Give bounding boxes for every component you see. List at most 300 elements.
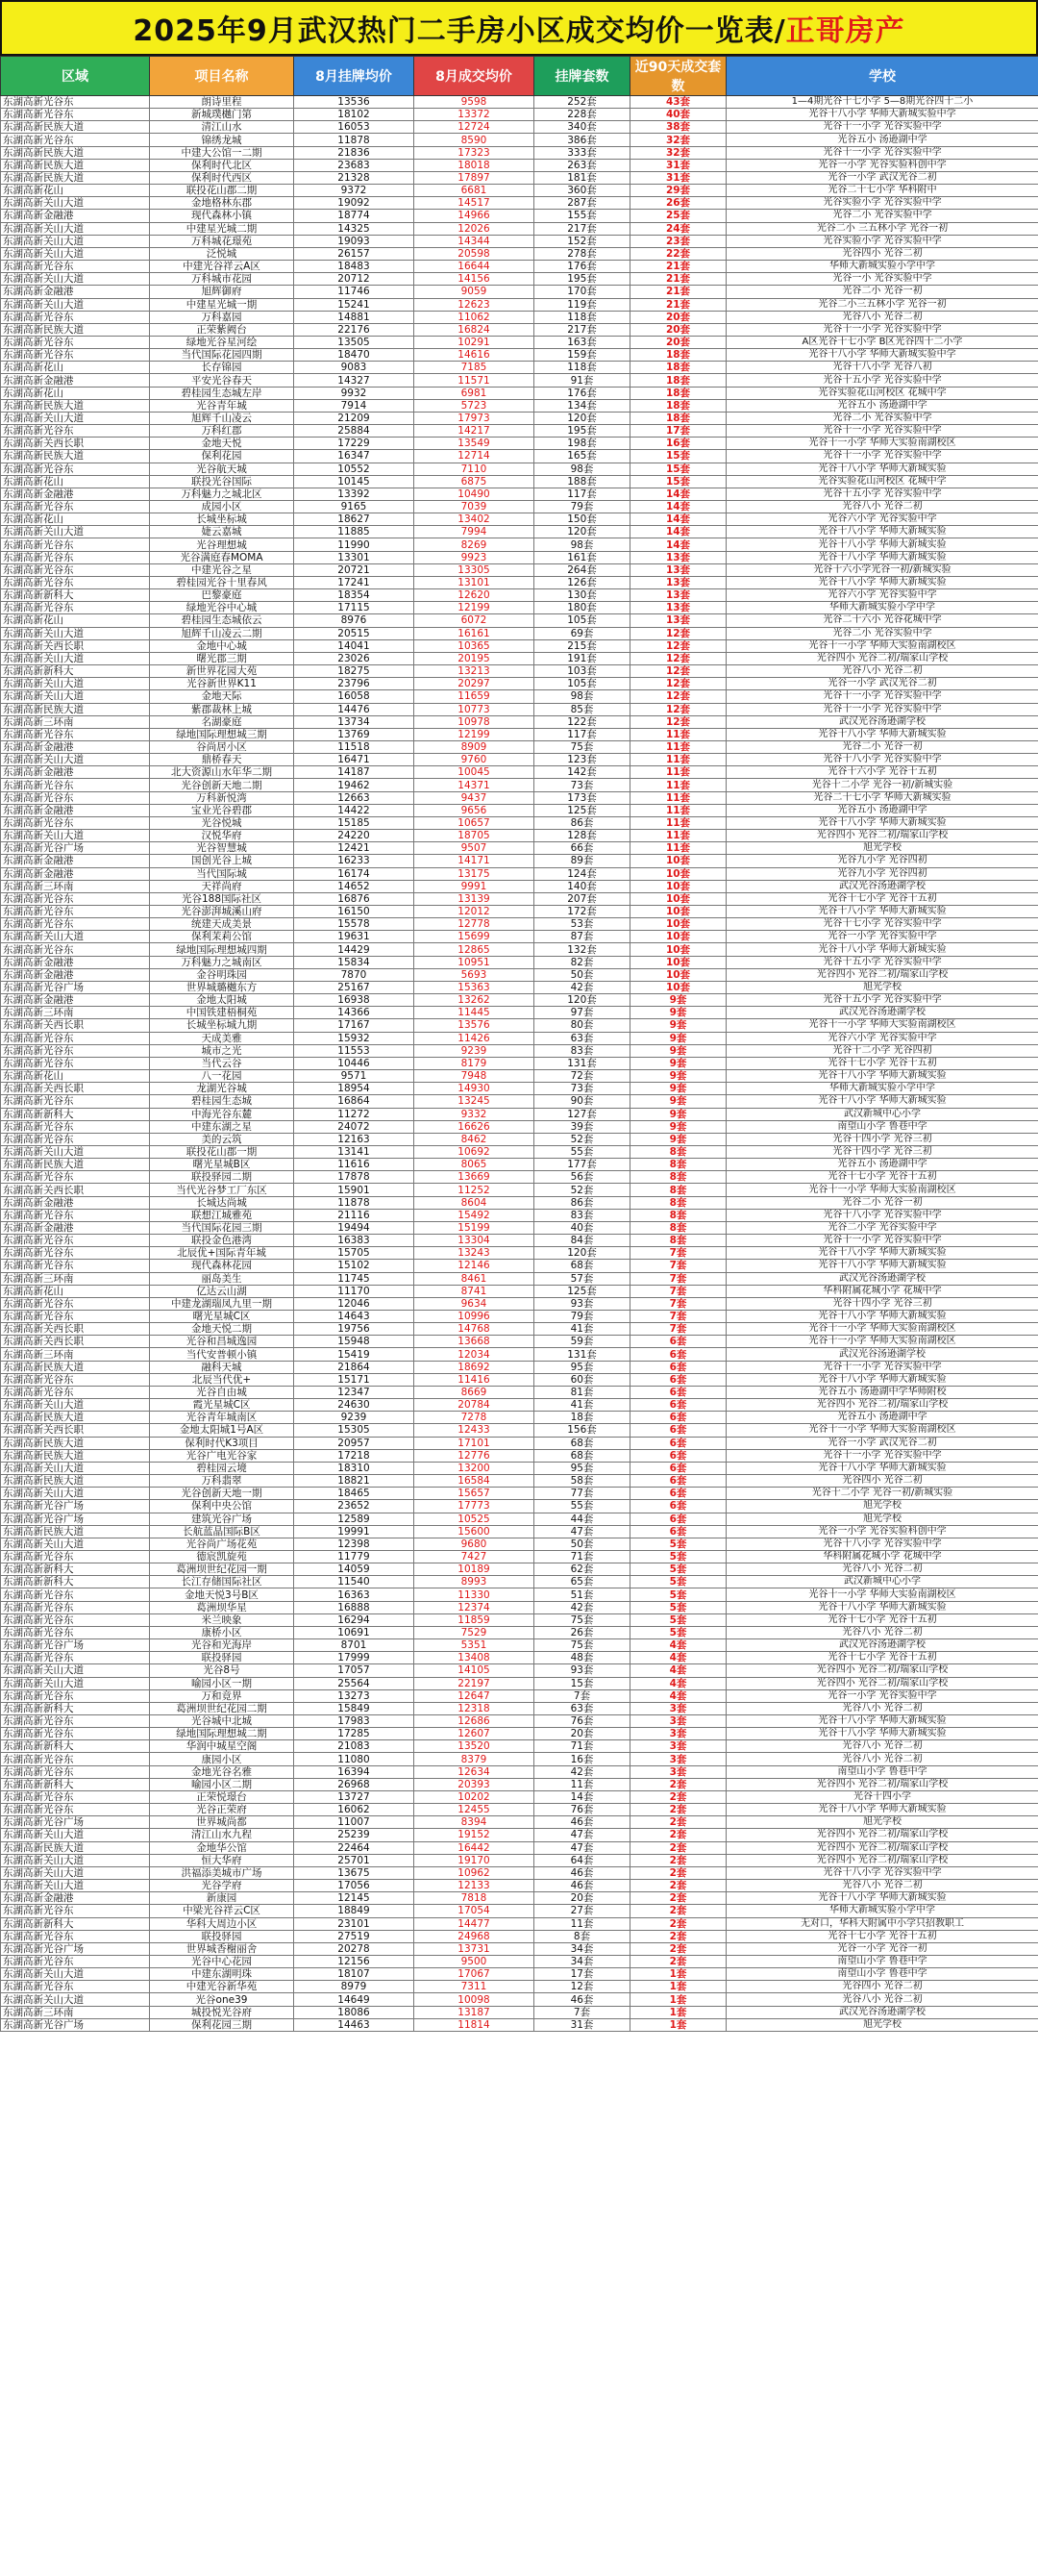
title-main: 2025年9月武汉热门二手房小区成交均价一览表/ <box>133 14 786 48</box>
table-row <box>1 273 1038 286</box>
table-row <box>1 1462 1038 1474</box>
cell-listing-count: 46套 <box>534 1993 630 2006</box>
table-row <box>1 526 1038 538</box>
cell-90day-deals: 6套 <box>630 1361 727 1373</box>
cell-deal-price: 7948 <box>414 1070 534 1083</box>
cell-list-price: 20957 <box>294 1437 414 1449</box>
cell-school: 光谷八小 光谷二初 <box>727 1993 1038 2006</box>
cell-area: 东湖高新光谷东 <box>1 1260 150 1272</box>
cell-project: 光谷8号 <box>150 1664 294 1677</box>
table-row <box>1 1892 1038 1905</box>
cell-listing-count: 278套 <box>534 247 630 260</box>
cell-deal-price: 15199 <box>414 1221 534 1234</box>
cell-90day-deals: 20套 <box>630 311 727 323</box>
cell-list-price: 17983 <box>294 1715 414 1728</box>
cell-deal-price: 6981 <box>414 387 534 399</box>
cell-project: 当代云谷 <box>150 1057 294 1069</box>
cell-deal-price: 7529 <box>414 1626 534 1638</box>
cell-listing-count: 20套 <box>534 1892 630 1905</box>
cell-area: 东湖高新新科大 <box>1 1108 150 1120</box>
cell-project: 巴黎豪庭 <box>150 589 294 602</box>
table-row <box>1 1095 1038 1108</box>
cell-listing-count: 47套 <box>534 1525 630 1538</box>
cell-list-price: 16053 <box>294 121 414 134</box>
cell-project: 正荣紫阙台 <box>150 323 294 336</box>
cell-90day-deals: 29套 <box>630 185 727 197</box>
cell-list-price: 13301 <box>294 551 414 563</box>
cell-project: 光谷自由城 <box>150 1386 294 1398</box>
cell-90day-deals: 6套 <box>630 1462 727 1474</box>
table-row <box>1 1348 1038 1361</box>
table-row <box>1 1083 1038 1095</box>
table-row <box>1 830 1038 842</box>
cell-listing-count: 228套 <box>534 109 630 121</box>
cell-list-price: 9165 <box>294 501 414 513</box>
table-row <box>1 1841 1038 1854</box>
cell-listing-count: 41套 <box>534 1323 630 1336</box>
cell-project: 亿达云山湖 <box>150 1285 294 1297</box>
cell-project: 联投驿园 <box>150 1652 294 1664</box>
cell-area: 东湖高新关山大道 <box>1 690 150 703</box>
cell-90day-deals: 8套 <box>630 1221 727 1234</box>
table-row <box>1 1854 1038 1866</box>
cell-listing-count: 60套 <box>534 1373 630 1386</box>
cell-project: 光谷航天城 <box>150 463 294 475</box>
cell-90day-deals: 11套 <box>630 842 727 855</box>
cell-project: 金地中心城 <box>150 639 294 652</box>
cell-area: 东湖高新关山大道 <box>1 1462 150 1474</box>
table-row <box>1 1715 1038 1728</box>
cell-list-price: 11540 <box>294 1576 414 1588</box>
cell-deal-price: 9500 <box>414 1955 534 1967</box>
cell-listing-count: 20套 <box>534 1728 630 1740</box>
cell-listing-count: 80套 <box>534 1019 630 1032</box>
cell-area: 东湖高新金融港 <box>1 994 150 1007</box>
cell-area: 东湖高新光谷广场 <box>1 2018 150 2031</box>
cell-list-price: 20712 <box>294 273 414 286</box>
cell-list-price: 15578 <box>294 918 414 931</box>
cell-listing-count: 68套 <box>534 1449 630 1462</box>
cell-deal-price: 24968 <box>414 1930 534 1942</box>
cell-school: 光谷十一小学 华师大实验南湖校区 <box>727 1336 1038 1348</box>
cell-list-price: 14652 <box>294 880 414 892</box>
cell-list-price: 20721 <box>294 563 414 576</box>
cell-school: 光谷五小 汤逊湖中学 <box>727 134 1038 146</box>
cell-deal-price: 12199 <box>414 602 534 614</box>
cell-school: 1—4期光谷十七小学 5—8期光谷四十二小 <box>727 96 1038 109</box>
cell-deal-price: 13576 <box>414 1019 534 1032</box>
cell-deal-price: 20598 <box>414 247 534 260</box>
cell-deal-price: 10962 <box>414 1866 534 1879</box>
cell-deal-price: 11426 <box>414 1032 534 1044</box>
cell-deal-price: 12865 <box>414 943 534 956</box>
cell-90day-deals: 2套 <box>630 1930 727 1942</box>
cell-school: 光谷十八小学 华师大新城实验 <box>727 1260 1038 1272</box>
cell-area: 东湖高新花山 <box>1 614 150 627</box>
cell-list-price: 19494 <box>294 1221 414 1234</box>
cell-deal-price: 16626 <box>414 1120 534 1133</box>
cell-listing-count: 119套 <box>534 298 630 311</box>
cell-school: 光谷十八小学 华师大新城实验 <box>727 1373 1038 1386</box>
cell-area: 东湖高新花山 <box>1 475 150 488</box>
cell-deal-price: 19152 <box>414 1829 534 1841</box>
cell-deal-price: 15657 <box>414 1488 534 1500</box>
cell-list-price: 16058 <box>294 690 414 703</box>
cell-90day-deals: 2套 <box>630 1866 727 1879</box>
cell-90day-deals: 31套 <box>630 171 727 184</box>
cell-deal-price: 14217 <box>414 425 534 438</box>
cell-deal-price: 13731 <box>414 1942 534 1955</box>
table-row <box>1 1993 1038 2006</box>
cell-listing-count: 68套 <box>534 1260 630 1272</box>
cell-90day-deals: 11套 <box>630 766 727 779</box>
cell-list-price: 18627 <box>294 513 414 526</box>
cell-deal-price: 7994 <box>414 526 534 538</box>
cell-school: 无对口，华科大附属中小学只招教职工 <box>727 1917 1038 1930</box>
cell-deal-price: 13408 <box>414 1652 534 1664</box>
cell-listing-count: 46套 <box>534 1866 630 1879</box>
cell-90day-deals: 3套 <box>630 1753 727 1765</box>
table-row <box>1 639 1038 652</box>
cell-area: 东湖高新光谷东 <box>1 816 150 829</box>
cell-area: 东湖高新关山大道 <box>1 1145 150 1158</box>
cell-area: 东湖高新光谷东 <box>1 134 150 146</box>
cell-list-price: 14041 <box>294 639 414 652</box>
cell-90day-deals: 10套 <box>630 956 727 968</box>
cell-deal-price: 11252 <box>414 1184 534 1196</box>
cell-listing-count: 62套 <box>534 1563 630 1576</box>
cell-deal-price: 14105 <box>414 1664 534 1677</box>
table-row <box>1 779 1038 791</box>
cell-deal-price: 7427 <box>414 1550 534 1563</box>
table-row <box>1 1171 1038 1184</box>
cell-listing-count: 252套 <box>534 96 630 109</box>
cell-list-price: 16383 <box>294 1235 414 1247</box>
cell-area: 东湖高新关山大道 <box>1 1829 150 1841</box>
table-row <box>1 463 1038 475</box>
cell-90day-deals: 43套 <box>630 96 727 109</box>
cell-90day-deals: 20套 <box>630 336 727 348</box>
cell-school: 旭光学校 <box>727 1816 1038 1829</box>
cell-90day-deals: 8套 <box>630 1209 727 1221</box>
cell-area: 东湖高新民族大道 <box>1 1361 150 1373</box>
table-row <box>1 1196 1038 1209</box>
table-row <box>1 1778 1038 1790</box>
cell-listing-count: 132套 <box>534 943 630 956</box>
cell-listing-count: 46套 <box>534 1816 630 1829</box>
cell-list-price: 16888 <box>294 1601 414 1613</box>
cell-list-price: 11878 <box>294 1196 414 1209</box>
table-row <box>1 576 1038 588</box>
header-school: 学校 <box>727 57 1038 96</box>
cell-deal-price: 11859 <box>414 1613 534 1626</box>
cell-90day-deals: 6套 <box>630 1475 727 1488</box>
cell-deal-price: 17067 <box>414 1968 534 1981</box>
cell-project: 华润中城星空阁 <box>150 1740 294 1753</box>
cell-school: 光谷十一小学 华师大实验南湖校区 <box>727 1019 1038 1032</box>
cell-area: 东湖高新光谷东 <box>1 1601 150 1613</box>
cell-project: 婕云嘉城 <box>150 526 294 538</box>
cell-listing-count: 124套 <box>534 867 630 880</box>
cell-90day-deals: 20套 <box>630 323 727 336</box>
cell-deal-price: 8394 <box>414 1816 534 1829</box>
cell-deal-price: 12607 <box>414 1728 534 1740</box>
cell-listing-count: 71套 <box>534 1740 630 1753</box>
cell-listing-count: 59套 <box>534 1336 630 1348</box>
table-row <box>1 968 1038 981</box>
cell-project: 当代安普顿小镇 <box>150 1348 294 1361</box>
cell-project: 喻园小区二期 <box>150 1778 294 1790</box>
table-row <box>1 943 1038 956</box>
cell-school: 光谷一小学 武汉光谷二初 <box>727 678 1038 690</box>
cell-school: 光谷四小 光谷二初/瑞家山学校 <box>727 1677 1038 1689</box>
cell-90day-deals: 3套 <box>630 1702 727 1714</box>
cell-school: 光谷二小 光谷实验中学 <box>727 412 1038 424</box>
cell-list-price: 14366 <box>294 1007 414 1019</box>
cell-listing-count: 176套 <box>534 261 630 273</box>
header-90day-deals: 近90天成交套数 <box>630 57 727 96</box>
cell-area: 东湖高新光谷东 <box>1 1689 150 1702</box>
cell-deal-price: 10996 <box>414 1311 534 1323</box>
cell-school: 华科附属花城小学 花城中学 <box>727 1550 1038 1563</box>
cell-area: 东湖高新关山大道 <box>1 652 150 664</box>
table-row <box>1 563 1038 576</box>
cell-school: 光谷十一小学 华师大实验南湖校区 <box>727 438 1038 450</box>
cell-deal-price: 13243 <box>414 1247 534 1260</box>
cell-school: 光谷十七小学 光谷实验中学 <box>727 918 1038 931</box>
cell-project: 联想江城雅苑 <box>150 1209 294 1221</box>
cell-school: 光谷一小学 光谷实验中学 <box>727 1689 1038 1702</box>
cell-90day-deals: 9套 <box>630 1133 727 1145</box>
cell-list-price: 18465 <box>294 1488 414 1500</box>
cell-90day-deals: 11套 <box>630 816 727 829</box>
cell-listing-count: 63套 <box>534 1702 630 1714</box>
cell-90day-deals: 21套 <box>630 286 727 298</box>
cell-area: 东湖高新光谷广场 <box>1 1816 150 1829</box>
cell-list-price: 11616 <box>294 1159 414 1171</box>
cell-project: 金地天悦 <box>150 438 294 450</box>
cell-deal-price: 13175 <box>414 867 534 880</box>
cell-area: 东湖高新光谷东 <box>1 551 150 563</box>
cell-school: 光谷五小 汤逊湖中学 <box>727 1159 1038 1171</box>
table-row <box>1 1159 1038 1171</box>
cell-listing-count: 103套 <box>534 665 630 678</box>
cell-school: 武汉光谷汤逊湖学校 <box>727 2006 1038 2018</box>
cell-list-price: 10145 <box>294 475 414 488</box>
cell-listing-count: 68套 <box>534 1437 630 1449</box>
cell-list-price: 14187 <box>294 766 414 779</box>
cell-school: 南望山小学 鲁巷中学 <box>727 1765 1038 1778</box>
cell-area: 东湖高新金融港 <box>1 804 150 816</box>
cell-project: 碧桂园生态城左岸 <box>150 387 294 399</box>
cell-90day-deals: 23套 <box>630 235 727 247</box>
cell-listing-count: 85套 <box>534 703 630 715</box>
cell-school: 光谷二小 光谷一初 <box>727 740 1038 753</box>
cell-project: 碧桂园生态城 <box>150 1095 294 1108</box>
table-row <box>1 703 1038 715</box>
cell-90day-deals: 11套 <box>630 728 727 740</box>
cell-listing-count: 195套 <box>534 425 630 438</box>
cell-listing-count: 173套 <box>534 791 630 804</box>
cell-listing-count: 165套 <box>534 450 630 463</box>
cell-listing-count: 195套 <box>534 273 630 286</box>
table-row <box>1 185 1038 197</box>
cell-list-price: 14649 <box>294 1993 414 2006</box>
table-row <box>1 1550 1038 1563</box>
cell-listing-count: 83套 <box>534 1209 630 1221</box>
cell-area: 东湖高新光谷东 <box>1 1790 150 1803</box>
table-row <box>1 1753 1038 1765</box>
cell-list-price: 15102 <box>294 1260 414 1272</box>
cell-listing-count: 65套 <box>534 1576 630 1588</box>
cell-project: 平安光谷春天 <box>150 374 294 387</box>
cell-listing-count: 51套 <box>534 1588 630 1601</box>
cell-list-price: 15705 <box>294 1247 414 1260</box>
cell-listing-count: 86套 <box>534 1196 630 1209</box>
cell-school: 光谷十六小学光谷一初/新城实验 <box>727 563 1038 576</box>
cell-90day-deals: 4套 <box>630 1652 727 1664</box>
cell-list-price: 25701 <box>294 1854 414 1866</box>
table-row <box>1 1930 1038 1942</box>
cell-project: 当代国际城 <box>150 867 294 880</box>
cell-listing-count: 118套 <box>534 362 630 374</box>
cell-area: 东湖高新新科大 <box>1 1778 150 1790</box>
cell-90day-deals: 9套 <box>630 1044 727 1057</box>
cell-school: 武汉光谷汤逊湖学校 <box>727 715 1038 728</box>
cell-list-price: 17056 <box>294 1880 414 1892</box>
cell-list-price: 23652 <box>294 1500 414 1513</box>
cell-area: 东湖高新三环南 <box>1 880 150 892</box>
cell-deal-price: 11571 <box>414 374 534 387</box>
table-row <box>1 1677 1038 1689</box>
cell-deal-price: 14344 <box>414 235 534 247</box>
cell-listing-count: 17套 <box>534 1968 630 1981</box>
cell-area: 东湖高新关山大道 <box>1 1968 150 1981</box>
cell-deal-price: 17773 <box>414 1500 534 1513</box>
cell-school: A区光谷十七小学 B区光谷四十二小学 <box>727 336 1038 348</box>
cell-list-price: 11885 <box>294 526 414 538</box>
table-row <box>1 1285 1038 1297</box>
cell-deal-price: 13669 <box>414 1171 534 1184</box>
cell-school: 光谷十八小学 光谷实验中学 <box>727 1209 1038 1221</box>
cell-school: 光谷十五小学 光谷实验中学 <box>727 994 1038 1007</box>
cell-list-price: 16864 <box>294 1095 414 1108</box>
cell-school: 光谷八小 光谷二初 <box>727 1880 1038 1892</box>
cell-school: 光谷十八小学 华师大新城实验 <box>727 576 1038 588</box>
cell-school: 光谷十一小学 华师大实验南湖校区 <box>727 1184 1038 1196</box>
cell-list-price: 12046 <box>294 1297 414 1310</box>
cell-deal-price: 14768 <box>414 1323 534 1336</box>
cell-project: 保利花园三期 <box>150 2018 294 2031</box>
cell-area: 东湖高新光谷东 <box>1 1044 150 1057</box>
cell-project: 清江山水 <box>150 121 294 134</box>
table-row <box>1 171 1038 184</box>
header-project: 项目名称 <box>150 57 294 96</box>
cell-deal-price: 7110 <box>414 463 534 475</box>
cell-project: 北辰优+国际青年城 <box>150 1247 294 1260</box>
cell-list-price: 24072 <box>294 1120 414 1133</box>
cell-listing-count: 55套 <box>534 1145 630 1158</box>
cell-area: 东湖高新光谷东 <box>1 1652 150 1664</box>
cell-school: 光谷二小 光谷一初 <box>727 286 1038 298</box>
cell-project: 长城坐标城九期 <box>150 1019 294 1032</box>
cell-school: 光谷实验小学 光谷实验中学 <box>727 197 1038 210</box>
cell-project: 宝业光谷碧郡 <box>150 804 294 816</box>
table-body <box>1 96 1038 2032</box>
cell-school: 光谷十五小学 光谷实验中学 <box>727 374 1038 387</box>
table-row <box>1 1057 1038 1069</box>
cell-area: 东湖高新关山大道 <box>1 235 150 247</box>
cell-area: 东湖高新新科大 <box>1 589 150 602</box>
cell-90day-deals: 5套 <box>630 1576 727 1588</box>
cell-listing-count: 215套 <box>534 639 630 652</box>
cell-deal-price: 9239 <box>414 1044 534 1057</box>
cell-school: 光谷四小 光谷二初/瑞家山学校 <box>727 1829 1038 1841</box>
cell-90day-deals: 12套 <box>630 639 727 652</box>
cell-area: 东湖高新民族大道 <box>1 399 150 412</box>
cell-school: 光谷四小 光谷二初/瑞家山学校 <box>727 1841 1038 1854</box>
table-row <box>1 1221 1038 1234</box>
cell-school: 华师大新城实验小学中学 <box>727 1905 1038 1917</box>
cell-90day-deals: 2套 <box>630 1942 727 1955</box>
cell-90day-deals: 22套 <box>630 247 727 260</box>
cell-project: 曙光郡三期 <box>150 652 294 664</box>
cell-deal-price: 7278 <box>414 1412 534 1424</box>
cell-school: 光谷十一小学 光谷实验中学 <box>727 1361 1038 1373</box>
cell-90day-deals: 14套 <box>630 501 727 513</box>
cell-listing-count: 46套 <box>534 1880 630 1892</box>
cell-listing-count: 47套 <box>534 1841 630 1854</box>
cell-deal-price: 9680 <box>414 1538 534 1550</box>
cell-listing-count: 120套 <box>534 412 630 424</box>
cell-listing-count: 170套 <box>534 286 630 298</box>
cell-project: 光谷广电光谷家 <box>150 1449 294 1462</box>
cell-deal-price: 11445 <box>414 1007 534 1019</box>
cell-project: 长存锦园 <box>150 362 294 374</box>
cell-listing-count: 126套 <box>534 576 630 588</box>
cell-90day-deals: 3套 <box>630 1765 727 1778</box>
cell-deal-price: 10978 <box>414 715 534 728</box>
cell-90day-deals: 26套 <box>630 197 727 210</box>
cell-listing-count: 16套 <box>534 1753 630 1765</box>
cell-area: 东湖高新民族大道 <box>1 703 150 715</box>
cell-project: 长城达尚城 <box>150 1196 294 1209</box>
cell-deal-price: 12623 <box>414 298 534 311</box>
cell-90day-deals: 8套 <box>630 1235 727 1247</box>
cell-90day-deals: 6套 <box>630 1348 727 1361</box>
cell-project: 中建光谷祥云A区 <box>150 261 294 273</box>
cell-list-price: 21836 <box>294 146 414 159</box>
cell-90day-deals: 9套 <box>630 1108 727 1120</box>
cell-90day-deals: 12套 <box>630 703 727 715</box>
cell-list-price: 9571 <box>294 1070 414 1083</box>
cell-project: 旭辉千山凌云二期 <box>150 627 294 639</box>
cell-project: 光谷理想城 <box>150 538 294 551</box>
cell-deal-price: 9332 <box>414 1108 534 1120</box>
cell-project: 万科红郡 <box>150 425 294 438</box>
table-row <box>1 1373 1038 1386</box>
cell-project: 成园小区 <box>150 501 294 513</box>
cell-area: 东湖高新金融港 <box>1 286 150 298</box>
table-row <box>1 1689 1038 1702</box>
cell-school: 光谷十八小学 华师大新城实验 <box>727 1892 1038 1905</box>
cell-listing-count: 98套 <box>534 690 630 703</box>
cell-listing-count: 73套 <box>534 779 630 791</box>
cell-list-price: 26968 <box>294 1778 414 1790</box>
cell-90day-deals: 10套 <box>630 855 727 867</box>
cell-list-price: 22464 <box>294 1841 414 1854</box>
cell-90day-deals: 32套 <box>630 146 727 159</box>
